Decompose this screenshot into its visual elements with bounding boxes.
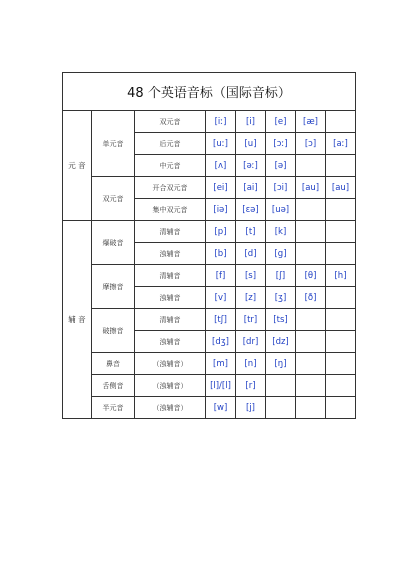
phonetic-symbol: [uː] xyxy=(206,133,236,155)
phonetic-symbol: [ɔ] xyxy=(296,133,326,155)
phonetic-symbol: [ai] xyxy=(236,177,266,199)
phonetic-symbol: [f] xyxy=(206,265,236,287)
phonetic-symbol: [s] xyxy=(236,265,266,287)
row-description: 集中双元音 xyxy=(135,199,206,221)
phonetic-symbol: [au] xyxy=(296,177,326,199)
row-description: 清辅音 xyxy=(135,265,206,287)
phonetic-symbol: [dr] xyxy=(236,331,266,353)
empty-cell xyxy=(326,155,356,177)
empty-cell xyxy=(326,111,356,133)
phonetic-symbol: [ʌ] xyxy=(206,155,236,177)
row-description: 清辅音 xyxy=(135,221,206,243)
row-description: 后元音 xyxy=(135,133,206,155)
empty-cell xyxy=(296,221,326,243)
phonetic-symbol: [ə] xyxy=(266,155,296,177)
empty-cell xyxy=(296,309,326,331)
row-description: 浊辅音 xyxy=(135,243,206,265)
phonetic-symbol: [au] xyxy=(326,177,356,199)
row-description: （浊辅音） xyxy=(135,375,206,397)
phonetic-symbol: [d] xyxy=(236,243,266,265)
affricates-label: 破擦音 xyxy=(92,309,135,353)
phonetic-symbol: [h] xyxy=(326,265,356,287)
phonetic-symbol: [k] xyxy=(266,221,296,243)
row-description: （浊辅音） xyxy=(135,353,206,375)
phonetic-symbol: [i] xyxy=(236,111,266,133)
plosives-label: 爆破音 xyxy=(92,221,135,265)
phonetic-symbol: [m] xyxy=(206,353,236,375)
empty-cell xyxy=(296,331,326,353)
phonetic-symbol: [aː] xyxy=(326,133,356,155)
phonetic-symbol: [z] xyxy=(236,287,266,309)
empty-cell xyxy=(326,221,356,243)
phonetic-symbol: [dz] xyxy=(266,331,296,353)
row-description: 浊辅音 xyxy=(135,331,206,353)
empty-cell xyxy=(326,353,356,375)
phonetic-symbol: [æ] xyxy=(296,111,326,133)
fricatives-label: 摩擦音 xyxy=(92,265,135,309)
phonetic-symbol: [t] xyxy=(236,221,266,243)
empty-cell xyxy=(296,397,326,419)
ipa-chart-table xyxy=(62,72,356,419)
row-description: 中元音 xyxy=(135,155,206,177)
empty-cell xyxy=(296,199,326,221)
phonetic-symbol: [p] xyxy=(206,221,236,243)
phonetic-symbol: [l]/[l] xyxy=(206,375,236,397)
phonetic-symbol: [v] xyxy=(206,287,236,309)
phonetic-symbol: [j] xyxy=(236,397,266,419)
semivowel-label: 半元音 xyxy=(92,397,135,419)
empty-cell xyxy=(296,375,326,397)
vowels-category-label: 元 音 xyxy=(63,111,92,221)
row-description: 双元音 xyxy=(135,111,206,133)
row-description: 浊辅音 xyxy=(135,287,206,309)
phonetic-symbol: [u] xyxy=(236,133,266,155)
row-description: 清辅音 xyxy=(135,309,206,331)
phonetic-symbol: [b] xyxy=(206,243,236,265)
lateral-label: 舌侧音 xyxy=(92,375,135,397)
phonetic-symbol: [tʃ] xyxy=(206,309,236,331)
empty-cell xyxy=(266,397,296,419)
phonetic-symbol: [ɛə] xyxy=(236,199,266,221)
phonetic-symbol: [iə] xyxy=(206,199,236,221)
phonetic-symbol: [ŋ] xyxy=(266,353,296,375)
phonetic-symbol: [θ] xyxy=(296,265,326,287)
phonetic-symbol: [ts] xyxy=(266,309,296,331)
phonetic-symbol: [g] xyxy=(266,243,296,265)
phonetic-symbol: [r] xyxy=(236,375,266,397)
phonetic-symbol: [iː] xyxy=(206,111,236,133)
empty-cell xyxy=(326,287,356,309)
chart-title: 48 个英语音标（国际音标） xyxy=(63,73,356,111)
empty-cell xyxy=(266,375,296,397)
ipa-chart-sheet xyxy=(62,72,356,419)
phonetic-symbol: [n] xyxy=(236,353,266,375)
empty-cell xyxy=(326,397,356,419)
monophthongs-label: 单元音 xyxy=(92,111,135,177)
empty-cell xyxy=(326,199,356,221)
phonetic-symbol: [dʒ] xyxy=(206,331,236,353)
empty-cell xyxy=(326,243,356,265)
phonetic-symbol: [ɔː] xyxy=(266,133,296,155)
phonetic-symbol: [ei] xyxy=(206,177,236,199)
phonetic-symbol: [ʒ] xyxy=(266,287,296,309)
empty-cell xyxy=(296,353,326,375)
phonetic-symbol: [əː] xyxy=(236,155,266,177)
empty-cell xyxy=(296,243,326,265)
row-description: 开合双元音 xyxy=(135,177,206,199)
phonetic-symbol: [ʃ] xyxy=(266,265,296,287)
phonetic-symbol: [tr] xyxy=(236,309,266,331)
row-description: （浊辅音） xyxy=(135,397,206,419)
empty-cell xyxy=(326,309,356,331)
nasal-label: 鼻音 xyxy=(92,353,135,375)
consonants-category-label: 辅 音 xyxy=(63,221,92,419)
phonetic-symbol: [w] xyxy=(206,397,236,419)
phonetic-symbol: [ð] xyxy=(296,287,326,309)
diphthongs-label: 双元音 xyxy=(92,177,135,221)
empty-cell xyxy=(326,331,356,353)
empty-cell xyxy=(296,155,326,177)
empty-cell xyxy=(326,375,356,397)
phonetic-symbol: [e] xyxy=(266,111,296,133)
phonetic-symbol: [uə] xyxy=(266,199,296,221)
phonetic-symbol: [ɔi] xyxy=(266,177,296,199)
